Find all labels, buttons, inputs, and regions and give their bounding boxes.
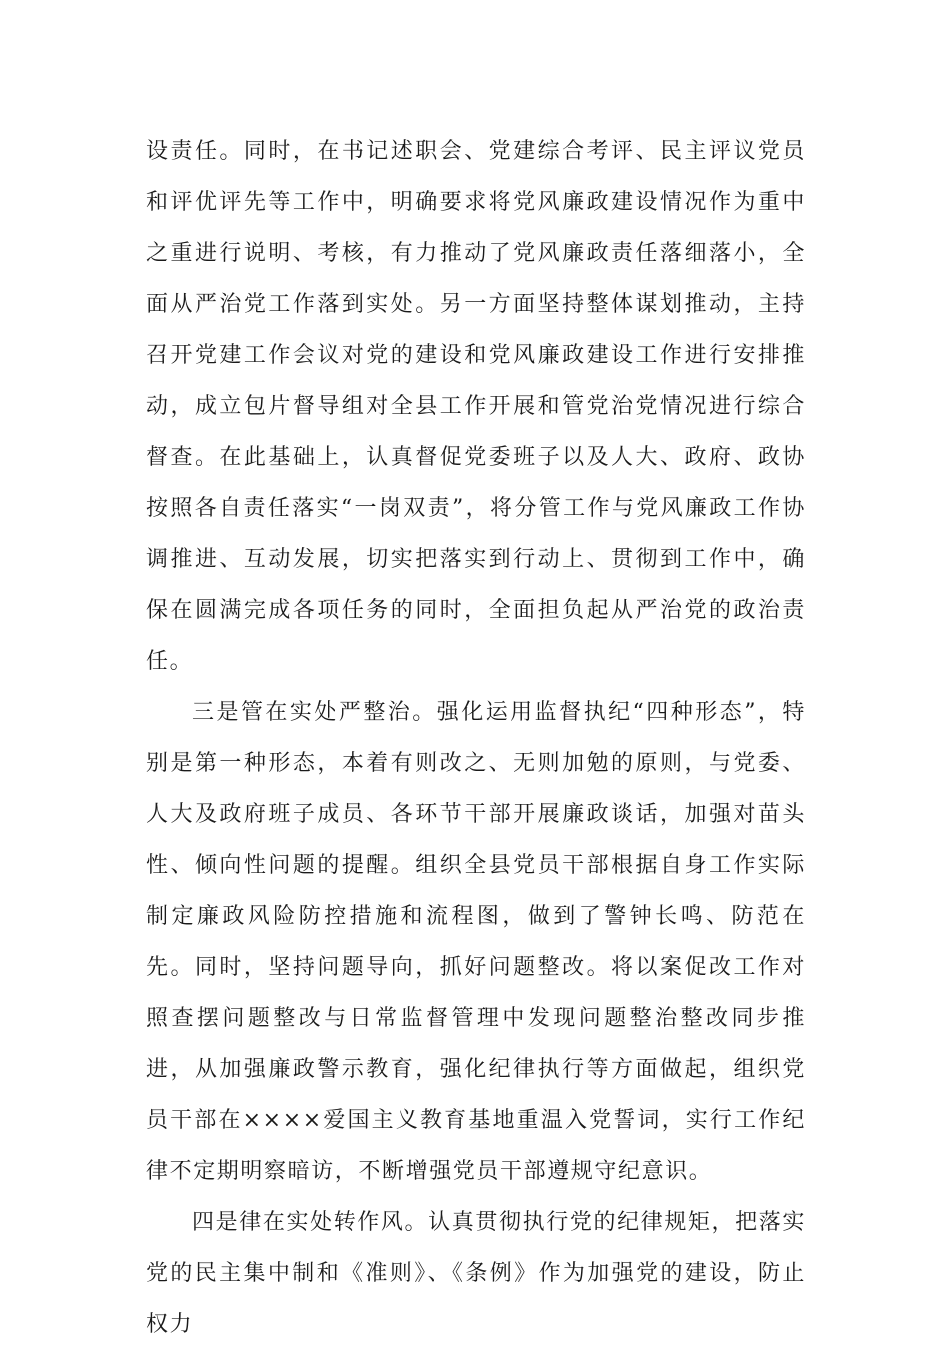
paragraph-section-three: 三是管在实处严整治。强化运用监督执纪“四种形态”，特别是第一种形态，本着有则改之、无则加勉的原则，与党委、人大及政府班子成员、各环节干部开展廉政谈话，加强对苗头性、倾向性问题的提醒。组织全县党员干部根据自身工作实际制定廉政风险防控措施和流程图，做到了警钟长鸣、防范在先。同时，坚持问题导向，抓好问题整改。将以案促改工作对照查摆问题整改与日常监督管理中发现问题整治整改同步推进，从加强廉政警示教育，强化纪律执行等方面做起，组织党员干部在××××爱国主义教育基地重温入党誓词，实行工作纪律不定期明察暗访，不断增强党员干部遵规守纪意识。 bbox=[146, 700, 806, 1184]
paragraph-section-four: 四是律在实处转作风。认真贯彻执行党的纪律规矩，把落实党的民主集中制和《准则》、《条例》作为加强党的建设，防止权力 bbox=[146, 1210, 806, 1337]
paragraph-continuation: 设责任。同时，在书记述职会、党建综合考评、民主评议党员和评优评先等工作中，明确要求将党风廉政建设情况作为重中之重进行说明、考核，有力推动了党风廉政责任落细落小，全面从严治党工作落到实处。另一方面坚持整体谋划推动，主持召开党建工作会议对党的建设和党风廉政建设工作进行安排推动，成立包片督导组对全县工作开展和管党治党情况进行综合督查。在此基础上，认真督促党委班子以及人大、政府、政协按照各自责任落实“一岗双责”，将分管工作与党风廉政工作协调推进、互动发展，切实把落实到行动上、贯彻到工作中，确保在圆满完成各项任务的同时，全面担负起从严治党的政治责任。 bbox=[146, 139, 806, 674]
document-body bbox=[146, 126, 806, 1350]
